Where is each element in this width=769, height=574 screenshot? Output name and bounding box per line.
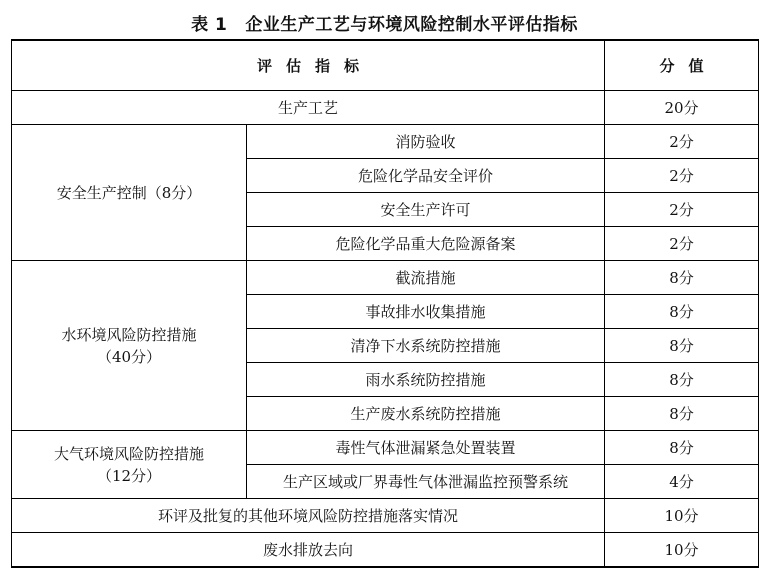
table-title: 企业生产工艺与环境风险控制水平评估指标 <box>245 15 578 35</box>
item-score: 8分 <box>605 261 759 295</box>
item-label: 消防验收 <box>247 125 605 159</box>
item-score: 8分 <box>605 431 759 465</box>
group-water-points: （40分） <box>96 347 162 366</box>
table-caption <box>0 10 769 35</box>
table-row <box>12 533 759 568</box>
item-score: 4分 <box>605 465 759 499</box>
item-score: 8分 <box>605 397 759 431</box>
item-label: 事故排水收集措施 <box>247 295 605 329</box>
header-score: 分值 <box>605 40 759 91</box>
table-number: 表 1 <box>191 15 228 35</box>
row-label: 环评及批复的其他环境风险防控措施落实情况 <box>12 499 605 533</box>
group-air-points: （12分） <box>96 466 162 485</box>
group-safety: 安全生产控制（8分） <box>12 125 247 261</box>
item-label: 安全生产许可 <box>247 193 605 227</box>
item-label: 危险化学品重大危险源备案 <box>247 227 605 261</box>
item-label: 雨水系统防控措施 <box>247 363 605 397</box>
table-row <box>12 91 759 125</box>
row-score: 20分 <box>605 91 759 125</box>
item-label: 毒性气体泄漏紧急处置装置 <box>247 431 605 465</box>
item-label: 截流措施 <box>247 261 605 295</box>
group-water-title: 水环境风险防控措施 <box>61 325 197 344</box>
row-label: 生产工艺 <box>12 91 605 125</box>
item-score: 8分 <box>605 363 759 397</box>
item-label: 生产区域或厂界毒性气体泄漏监控预警系统 <box>247 465 605 499</box>
group-water <box>12 261 247 431</box>
item-score: 2分 <box>605 227 759 261</box>
table-header-row <box>12 40 759 91</box>
item-label: 危险化学品安全评价 <box>247 159 605 193</box>
row-score: 10分 <box>605 533 759 568</box>
item-score: 2分 <box>605 159 759 193</box>
row-label: 废水排放去向 <box>12 533 605 568</box>
table-row <box>12 261 759 295</box>
item-score: 2分 <box>605 125 759 159</box>
table-row <box>12 499 759 533</box>
group-air-title: 大气环境风险防控措施 <box>53 444 204 463</box>
row-score: 10分 <box>605 499 759 533</box>
item-score: 2分 <box>605 193 759 227</box>
item-score: 8分 <box>605 295 759 329</box>
group-air <box>12 431 247 499</box>
item-label: 清净下水系统防控措施 <box>247 329 605 363</box>
item-label: 生产废水系统防控措施 <box>247 397 605 431</box>
header-indicator: 评估指标 <box>12 40 605 91</box>
indicator-table <box>11 39 759 568</box>
table-row <box>12 125 759 159</box>
item-score: 8分 <box>605 329 759 363</box>
table-row <box>12 431 759 465</box>
